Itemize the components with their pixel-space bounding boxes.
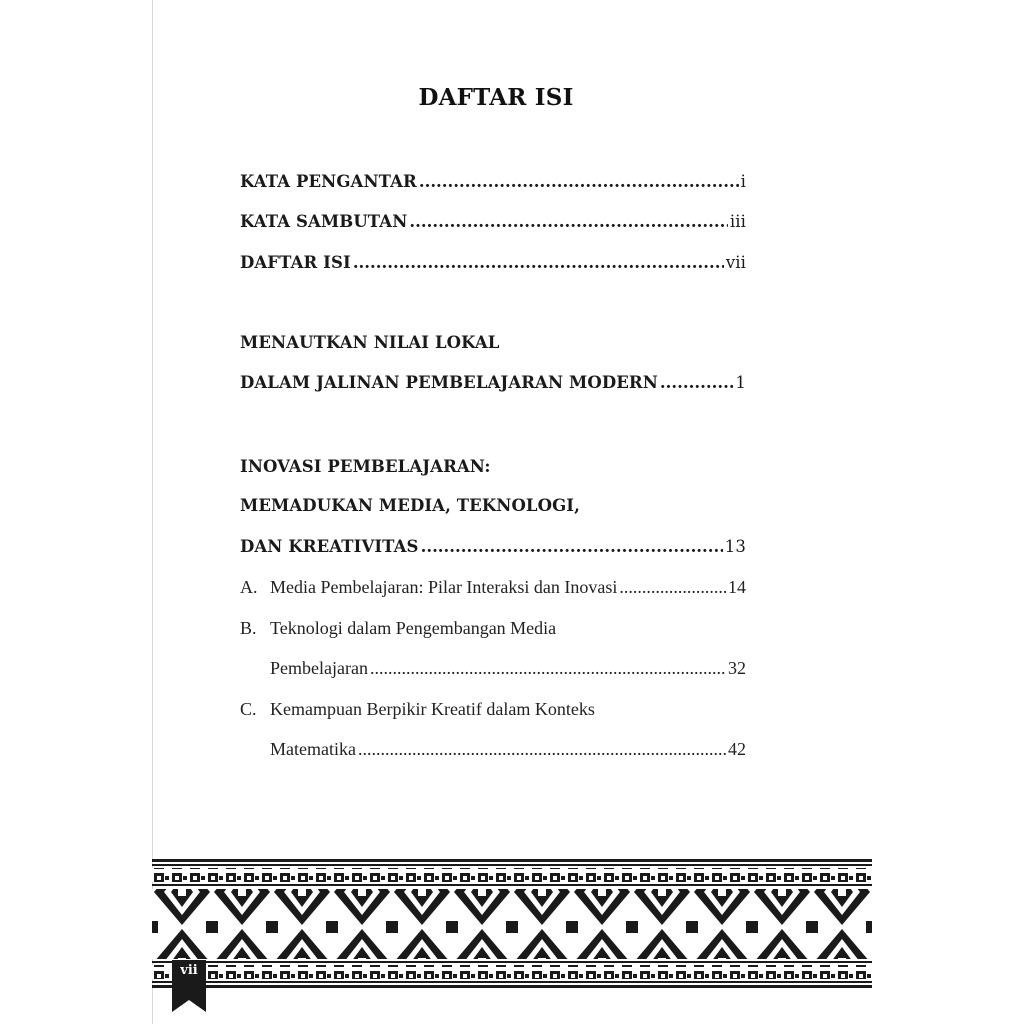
toc-section-c[interactable] (240, 738, 746, 760)
section-letter: A. (240, 577, 258, 597)
section-title: Kemampuan Berpikir Kreatif dalam Konteks (270, 699, 595, 719)
toc-page-number: iii (729, 212, 746, 231)
toc-entry-label: KATA PENGANTAR (240, 172, 417, 191)
toc-page-number: i (740, 172, 746, 191)
section-title: Media Pembelajaran: Pilar Interaksi dan Inovasi (270, 577, 618, 597)
toc-leader (370, 657, 726, 679)
chapter-title-text: DAN KREATIVITAS (240, 537, 419, 556)
toc-entry-kata-sambutan[interactable] (240, 211, 746, 233)
toc-section-a[interactable] (240, 576, 746, 598)
toc-section-c-line1[interactable] (240, 698, 746, 720)
decorative-ornament-border (152, 857, 872, 1017)
toc-entry-label: DAFTAR ISI (240, 253, 351, 272)
page-number: vii (180, 963, 198, 978)
toc-entry-kata-pengantar[interactable] (240, 171, 746, 193)
section-title-continued: Pembelajaran (270, 658, 368, 678)
toc-entry-label: KATA SAMBUTAN (240, 212, 408, 231)
section-title-continued: Matematika (270, 739, 356, 759)
toc-leader (358, 738, 726, 760)
toc-section-b[interactable] (240, 657, 746, 679)
toc-leader (409, 211, 727, 233)
toc-leader (353, 252, 724, 274)
toc-chapter-2-title-line2[interactable] (240, 495, 746, 517)
toc-page-number: vii (725, 253, 746, 272)
toc-page-number: 32 (728, 658, 746, 678)
toc-leader (419, 171, 739, 193)
toc-page-number: 14 (728, 577, 746, 597)
section-letter: B. (240, 618, 257, 638)
toc-page-number: 42 (728, 739, 746, 759)
toc-leader (660, 372, 733, 394)
toc-chapter-2-title-line1[interactable] (240, 456, 746, 478)
toc-page-number: 13 (724, 537, 746, 556)
toc-chapter-1-title-line1[interactable] (240, 332, 746, 354)
toc-chapter-1[interactable] (240, 372, 746, 394)
chapter-title-text: DALAM JALINAN PEMBELAJARAN MODERN (240, 373, 658, 392)
section-title: Teknologi dalam Pengembangan Media (270, 618, 557, 638)
toc-entry-daftar-isi[interactable] (240, 252, 746, 274)
chapter-title-text: INOVASI PEMBELAJARAN: (240, 457, 491, 476)
chapter-title-text: MEMADUKAN MEDIA, TEKNOLOGI, (240, 496, 580, 515)
toc-leader (619, 576, 726, 598)
toc-section-b-line1[interactable] (240, 617, 746, 639)
toc-leader (421, 536, 723, 558)
page-title: DAFTAR ISI (418, 84, 574, 111)
toc-page-number: 1 (735, 373, 746, 392)
section-letter: C. (240, 699, 257, 719)
chapter-title-text: MENAUTKAN NILAI LOKAL (240, 333, 500, 352)
table-of-contents (240, 0, 746, 800)
toc-chapter-2[interactable] (240, 536, 746, 558)
